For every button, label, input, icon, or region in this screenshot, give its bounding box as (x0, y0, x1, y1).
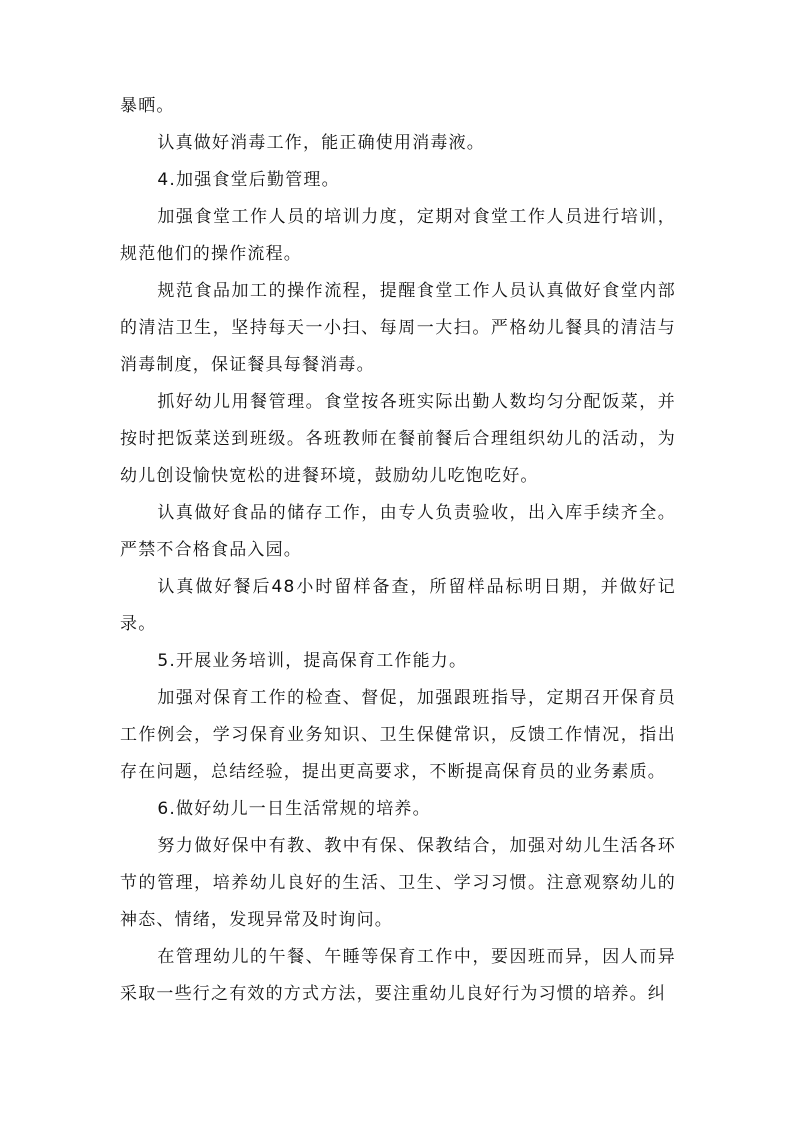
paragraph-food-storage: 认真做好食品的储存工作，由专人负责验收，出入库手续齐全。严禁不合格食品入园。 (120, 503, 676, 560)
paragraph-lunch-nap: 在管理幼儿的午餐、午睡等保育工作中，要因班而异，因人而异采取一些行之有效的方式方法，要注重幼儿良好行为习惯的培养。纠 (120, 947, 676, 1004)
section-heading-training: 5.开展业务培训，提高保育工作能力。 (157, 651, 468, 671)
paragraph-canteen-training: 加强食堂工作人员的培训力度，定期对食堂工作人员进行培训，规范他们的操作流程。 (120, 207, 676, 264)
paragraph-disinfection: 认真做好消毒工作，能正确使用消毒液。 (157, 133, 485, 153)
paragraph-sample-retention: 认真做好餐后48小时留样备查，所留样品标明日期，并做好记录。 (120, 577, 676, 634)
paragraph-continuation: 暴晒。 (120, 96, 175, 116)
paragraph-care-education: 努力做好保中有教、教中有保、保教结合，加强对幼儿生活各环节的管理，培养幼儿良好的生活、卫生、学习习惯。注意观察幼儿的神态、情绪，发现异常及时询问。 (120, 836, 676, 930)
section-heading-daily-routine: 6.做好幼儿一日生活常规的培养。 (157, 799, 431, 819)
section-heading-canteen: 4.加强食堂后勤管理。 (157, 170, 340, 190)
paragraph-food-processing: 规范食品加工的操作流程，提醒食堂工作人员认真做好食堂内部的清洁卫生，坚持每天一小扫、每周一大扫。严格幼儿餐具的清洁与消毒制度，保证餐具每餐消毒。 (120, 281, 676, 375)
paragraph-care-supervision: 加强对保育工作的检查、督促，加强跟班指导，定期召开保育员工作例会，学习保育业务知识、卫生保健常识，反馈工作情况，指出存在问题，总结经验，提出更高要求，不断提高保育员的业务素质。 (120, 688, 676, 782)
document-body (120, 88, 676, 1013)
paragraph-meal-management: 抓好幼儿用餐管理。食堂按各班实际出勤人数均匀分配饭菜，并按时把饭菜送到班级。各班教师在餐前餐后合理组织幼儿的活动，为幼儿创设愉快宽松的进餐环境，鼓励幼儿吃饱吃好。 (120, 392, 676, 486)
